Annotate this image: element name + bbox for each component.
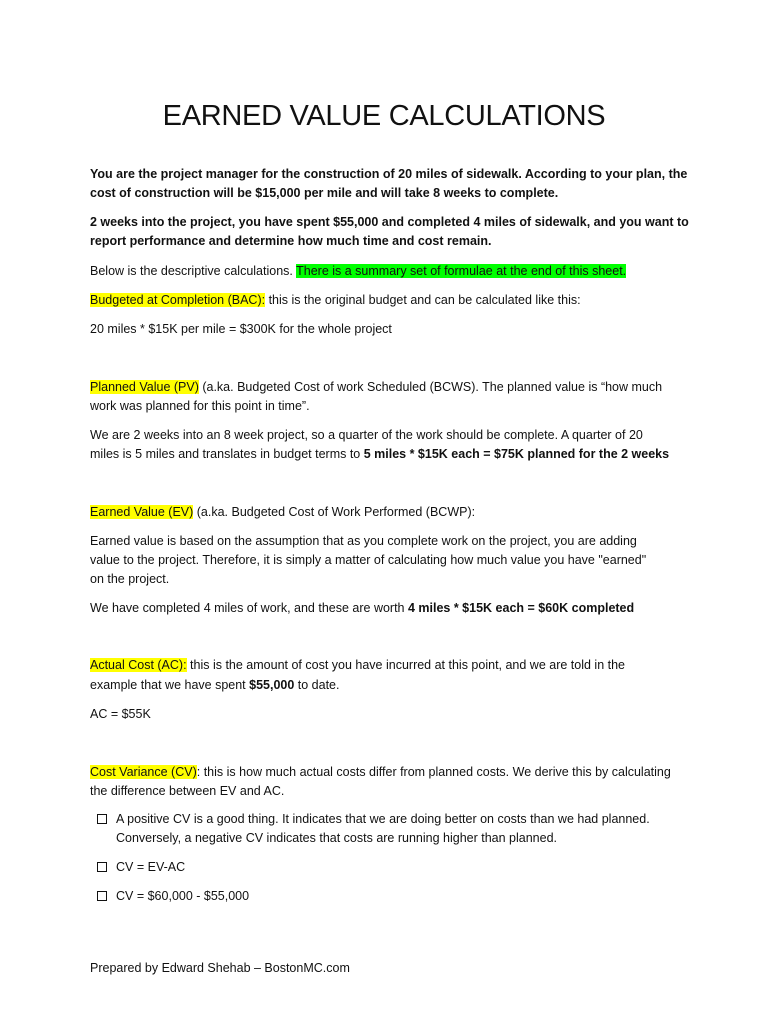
- bac-description: this is the original budget and can be calculated like this:: [265, 293, 581, 307]
- pv-description-line-2: work was planned for this point in time”.: [90, 399, 310, 413]
- checkbox-bullet-icon: [97, 891, 107, 901]
- bac-heading: [90, 291, 690, 310]
- ev-calculation-line: [90, 599, 690, 618]
- intro-paragraph-2-line-1: 2 weeks into the project, you have spent $55,000 and completed 4 miles of sidewalk, and you want to: [90, 215, 689, 229]
- pv-description: (a.ka. Budgeted Cost of work Scheduled (BCWS). The planned value is “how much: [198, 380, 663, 394]
- ac-text: example that we have spent: [90, 678, 250, 692]
- pv-explanation-line-2: [90, 445, 690, 464]
- pv-explanation-text: miles is 5 miles and translates in budget terms to: [90, 447, 364, 461]
- ac-heading: [90, 656, 690, 675]
- cv-bullet-2-line-1: CV = EV-AC: [116, 860, 186, 874]
- pv-heading: [90, 378, 690, 397]
- ev-explanation-line-2: value to the project. Therefore, it is simply a matter of calculating how much value you have "earned": [90, 553, 647, 567]
- ev-explanation-line-3: on the project.: [90, 572, 170, 586]
- ev-heading: [90, 503, 690, 522]
- page-title: EARNED VALUE CALCULATIONS: [162, 100, 606, 132]
- summary-note-highlight: There is a summary set of formulae at the end of this sheet.: [296, 264, 627, 278]
- intro-paragraph-1-line-2: cost of construction will be $15,000 per mile and will take 8 weeks to complete.: [90, 186, 559, 200]
- ev-explanation-line-1: Earned value is based on the assumption that as you complete work on the project, you are adding: [90, 534, 637, 548]
- cv-bullet-3: [116, 887, 696, 906]
- bac-calculation: 20 miles * $15K per mile = $300K for the whole project: [90, 322, 392, 336]
- ac-description-line-2: [90, 676, 690, 695]
- cv-description-line-2: the difference between EV and AC.: [90, 784, 285, 798]
- ac-amount: $55,000: [249, 678, 295, 692]
- pv-calculation: 5 miles * $15K each = $75K planned for the 2 weeks: [363, 447, 670, 461]
- cv-description: : this is how much actual costs differ from planned costs. We derive this by calculating: [196, 765, 671, 779]
- page-footer: Prepared by Edward Shehab – BostonMC.com: [90, 961, 350, 975]
- intro-text: Below is the descriptive calculations.: [90, 264, 297, 278]
- ac-text-end: to date.: [294, 678, 340, 692]
- ev-description: (a.ka. Budgeted Cost of Work Performed (BCWP):: [193, 505, 476, 519]
- ac-description: this is the amount of cost you have incurred at this point, and we are told in the: [186, 658, 626, 672]
- cv-label: Cost Variance (CV): [90, 765, 197, 779]
- intro-paragraph-3: [90, 262, 690, 281]
- cv-bullet-3-line-1: CV = $60,000 - $55,000: [116, 889, 250, 903]
- checkbox-bullet-icon: [97, 814, 107, 824]
- ac-label: Actual Cost (AC):: [90, 658, 187, 672]
- ev-calculation-text: We have completed 4 miles of work, and these are worth: [90, 601, 408, 615]
- intro-paragraph-1-line-1: You are the project manager for the construction of 20 miles of sidewalk. According to your plan, the: [90, 167, 688, 181]
- pv-label: Planned Value (PV): [90, 380, 199, 394]
- bac-label: Budgeted at Completion (BAC):: [90, 293, 266, 307]
- cv-bullet-1-line-1: A positive CV is a good thing. It indicates that we are doing better on costs than we had planned.: [116, 812, 650, 826]
- ev-calculation: 4 miles * $15K each = $60K completed: [407, 601, 635, 615]
- ac-calculation: AC = $55K: [90, 707, 151, 721]
- ev-label: Earned Value (EV): [90, 505, 194, 519]
- pv-explanation-line-1: We are 2 weeks into an 8 week project, so a quarter of the work should be complete. A quarter of 20: [90, 428, 643, 442]
- cv-bullet-2: [116, 858, 696, 877]
- cv-bullet-1-line-2: Conversely, a negative CV indicates that costs are running higher than planned.: [116, 831, 558, 845]
- checkbox-bullet-icon: [97, 862, 107, 872]
- cv-bullet-1: [116, 810, 696, 848]
- cv-heading: [90, 763, 690, 782]
- intro-paragraph-2-line-2: report performance and determine how much time and cost remain.: [90, 234, 492, 248]
